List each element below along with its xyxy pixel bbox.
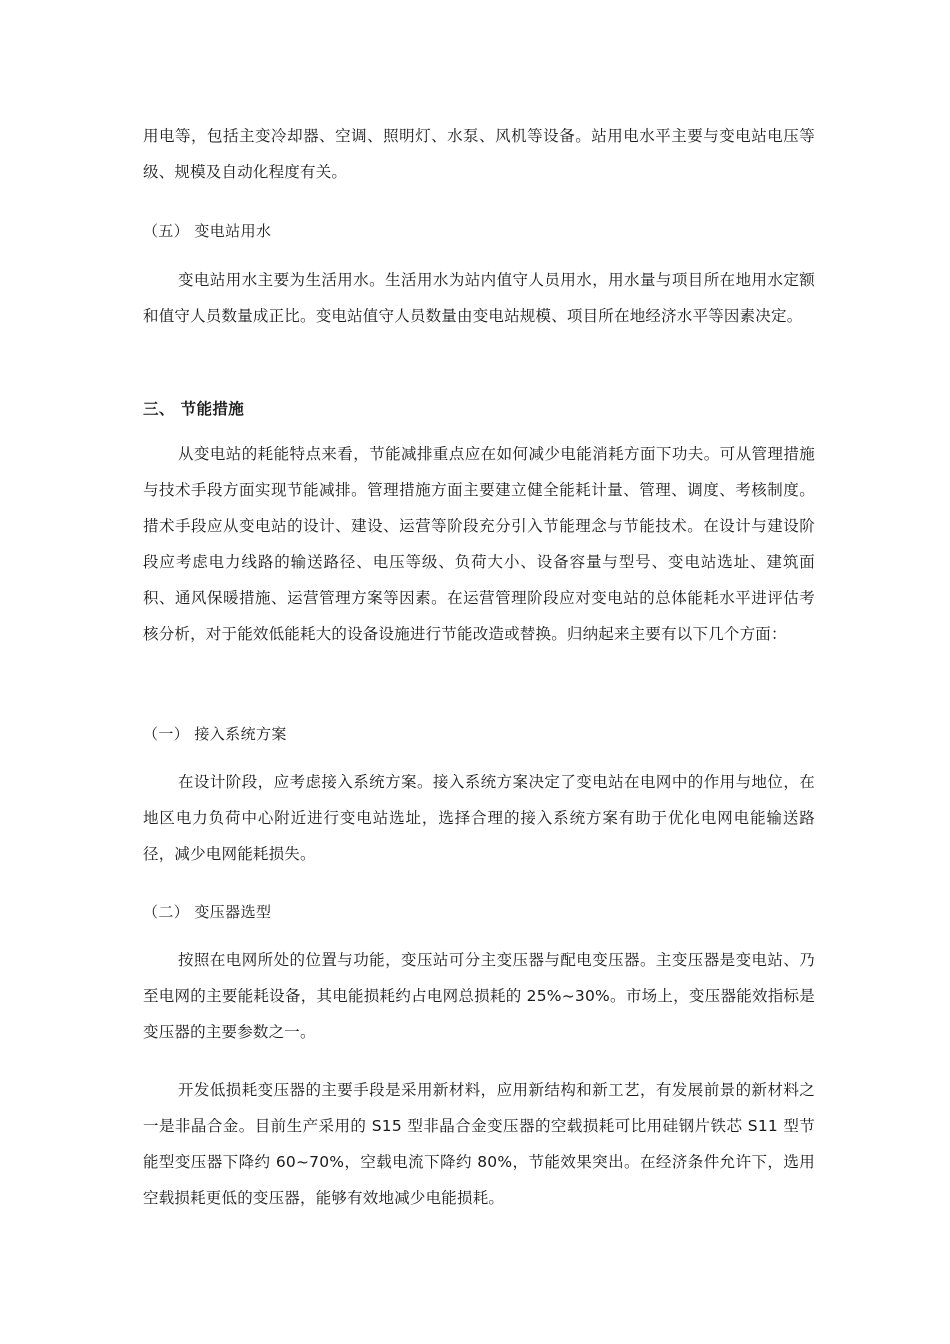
paragraph-transformer-types: 按照在电网所处的位置与功能，变压站可分主变压器与配电变压器。主变压器是变电站、乃至电网的主要能耗设备，其电能损耗约占电网总损耗的 25%~30%。市场上，变压器能效指标是变压器的主要参数之一。 (143, 951, 815, 1041)
subheading-transformer-selection: （二） 变压器选型 (143, 903, 272, 921)
paragraph-energy-saving-measures: 从变电站的耗能特点来看，节能减排重点应在如何减少电能消耗方面下功夫。可从管理措施与技术手段方面实现节能减排。管理措施方面主要建立健全能耗计量、管理、调度、考核制度。措术手段应从变电站的设计、建设、运营等阶段充分引入节能理念与节能技术。在设计与建设阶段应考虑电力线路的输送路径、电压等级、负荷大小、设备容量与型号、变电站选址、建筑面积、通风保暖措施、运营管理方案等因素。在运营管理阶段应对变电站的总体能耗水平进评估考核分析，对于能效低能耗大的设备设施进行节能改造或替换。归纳起来主要有以下几个方面： (143, 445, 815, 643)
subheading-access-system: （一） 接入系统方案 (143, 725, 287, 743)
paragraph-access-system: 在设计阶段，应考虑接入系统方案。接入系统方案决定了变电站在电网中的作用与地位，在地区电力负荷中心附近进行变电站选址，选择合理的接入系统方案有助于优化电网电能输送路径，减少电网能耗损失。 (143, 773, 815, 863)
paragraph-station-water: 变电站用水主要为生活用水。生活用水为站内值守人员用水，用水量与项目所在地用水定额和值守人员数量成正比。变电站值守人员数量由变电站规模、项目所在地经济水平等因素决定。 (143, 271, 815, 325)
paragraph-low-loss-transformer: 开发低损耗变压器的主要手段是采用新材料，应用新结构和新工艺，有发展前景的新材料之一是非晶合金。目前生产采用的 S15 型非晶合金变压器的空载损耗可比用硅钢片铁芯 S11 型节能型变压器下降约 60~70%，空载电流下降约 80%，节能效果突出。在经济条件允许下，选用空载损耗更低的变压器，能够有效地减少电能损耗。 (143, 1081, 815, 1207)
paragraph-station-power-continuation: 用电等，包括主变冷却器、空调、照明灯、水泵、风机等设备。站用电水平主要与变电站电压等级、规模及自动化程度有关。 (143, 127, 815, 181)
section-heading-energy-saving: 三、 节能措施 (143, 400, 245, 418)
subheading-station-water: （五） 变电站用水 (143, 222, 272, 240)
